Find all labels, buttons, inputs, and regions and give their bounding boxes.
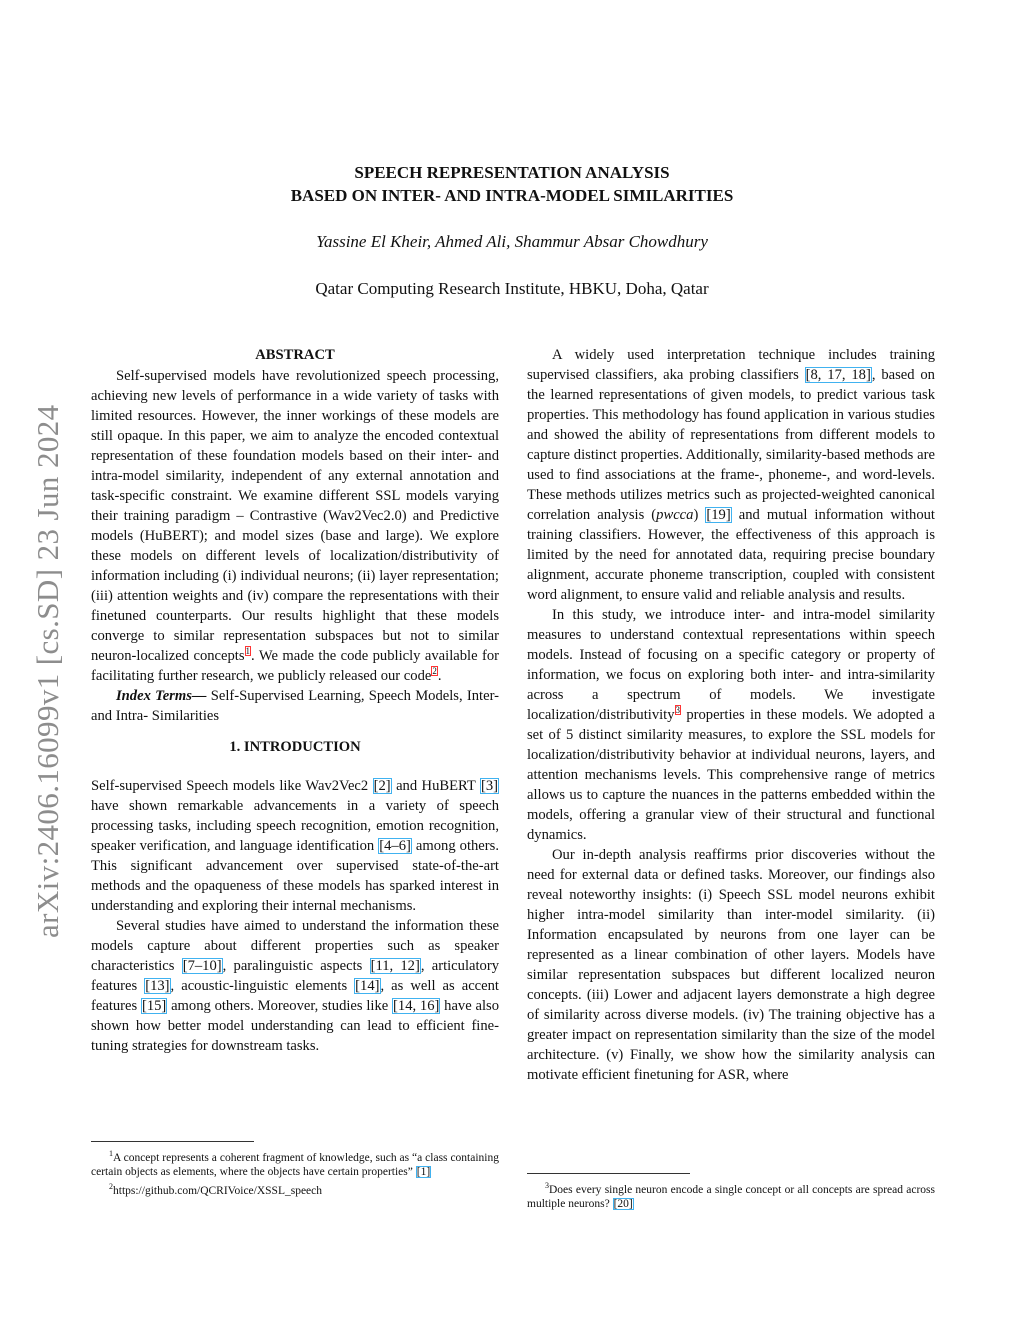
- citation[interactable]: [13]: [145, 978, 170, 994]
- introduction-heading: 1. INTRODUCTION: [229, 739, 361, 755]
- citation[interactable]: [15]: [141, 998, 167, 1014]
- footnote-number: 1: [109, 1149, 113, 1158]
- footnote-2: [91, 1180, 499, 1198]
- text: , based on the learned representations of given models, to predict various task properties. This methodology has found application in various studies and showed the ability of representations from different models to capture distinct properties. Additionally, similarity-based methods are used to find associations at the frame-, phoneme-, and word-levels. These methods utilizes metrics such as projected-weighted canonical correlation analysis (: [527, 367, 935, 523]
- citation[interactable]: [11, 12]: [370, 958, 420, 974]
- intro-paragraph-5: Our in-depth analysis reaffirms prior discoveries without the need for external data or defined tasks. Moreover, our findings also reveal noteworthy insights: (i) Speech SSL model neurons exhibit higher intra-model similarity than inter-model similarity. (ii) Information encapsulated by neurons from one layer can be represented as a linear combination of other layers. Models have similar representation subspaces but different localized neuron concepts. (iii) Lower and adjacent layers demonstrate a high degree of similarity across diverse models. (iv) The training objective has a greater impact on representation similarity than the size of the model architecture. (v) Finally, we show how the similarity analysis can motivate efficient finetuning for ASR, where: [527, 847, 935, 1083]
- text: , acoustic-linguistic elements: [170, 978, 355, 994]
- paper-affiliation: Qatar Computing Research Institute, HBKU, Doha, Qatar: [315, 279, 709, 298]
- footnote-number: 3: [545, 1181, 549, 1190]
- left-column: [91, 345, 499, 1056]
- text: Self-supervised Speech models like Wav2Vec2: [91, 778, 373, 794]
- citation[interactable]: [20]: [613, 1198, 633, 1211]
- intro-paragraph-2: [91, 916, 499, 1056]
- footnote-text: A concept represents a coherent fragment of knowledge, such as “a class containing certain objects as elements, where the objects have certain properties”: [91, 1151, 499, 1179]
- abstract-text-a: Self-supervised models have revolutionized speech processing, achieving new levels of performance in a wide variety of tasks with limited resources. However, the inner workings of these models are still opaque. In this paper, we aim to analyze the encoded contextual representation of these foundation models based on their inter- and intra-model similarity, independent of any external annotation and task-specific constraint. We examine different SSL models varying their training paradigm – Contrastive (Wav2Vec2.0) and Predictive models (HuBERT); and model sizes (base and large). We explore these models on different levels of localization/distributivity of information including (i) individual neurons; (ii) layer representation; (iii) attention weights and (iv) compare the representations with their finetuned counterparts. Our results highlight that these models converge to similar representation subspaces but not to similar neuron-localized concepts: [91, 368, 499, 664]
- text: , as well as accent features: [91, 978, 499, 1014]
- footnote-ref-2[interactable]: 2: [432, 666, 437, 677]
- footnote-ref-1[interactable]: 1: [245, 646, 251, 657]
- text: , paralinguistic aspects: [222, 958, 370, 974]
- arxiv-side-stamp: arXiv:2406.16099v1 [cs.SD] 23 Jun 2024: [30, 404, 65, 938]
- index-terms-label: Index Terms—: [116, 688, 207, 704]
- index-terms-text: Self-Supervised Learning, Speech Models, Inter- and Intra- Similarities: [91, 688, 499, 724]
- paper-title-line-1: SPEECH REPRESENTATION ANALYSIS: [354, 163, 670, 182]
- citation[interactable]: [1]: [416, 1166, 431, 1179]
- footnote-ref-3[interactable]: 3: [675, 705, 681, 716]
- citation[interactable]: [7–10]: [182, 958, 222, 974]
- text: among others. This significant advancement over supervised state-of-the-art methods and the opaqueness of these models has sparked interest in understanding and exploring their internal mechanisms.: [91, 838, 499, 914]
- index-terms: [91, 686, 499, 726]
- abstract-text-b: . We made the code publicly available for facilitating further research, we publicly released our code: [91, 648, 500, 684]
- text: and HuBERT: [391, 778, 480, 794]
- citation[interactable]: [3]: [480, 778, 498, 794]
- left-footnotes: [91, 1141, 499, 1198]
- citation[interactable]: [14]: [355, 978, 380, 994]
- paper-authors: Yassine El Kheir, Ahmed Ali, Shammur Absar Chowdhury: [316, 232, 708, 251]
- footnote-1: [91, 1147, 499, 1180]
- footnote-text: Does every single neuron encode a single concept or all concepts are spread across multiple neurons?: [527, 1183, 935, 1211]
- text: ): [693, 507, 706, 523]
- citation[interactable]: [8, 17, 18]: [805, 367, 871, 383]
- abstract-text-c: .: [437, 668, 442, 684]
- right-footnotes: [527, 1173, 935, 1212]
- intro-paragraph-4: [527, 605, 935, 845]
- text: have shown remarkable advancements in a variety of speech processing tasks, including speech recognition, emotion recognition, speaker verification, and language identification: [91, 798, 499, 854]
- citation[interactable]: [2]: [373, 778, 391, 794]
- text: and mutual information without training classifiers. However, the effectiveness of this approach is limited by the need for annotated data, requiring precise boundary alignment, accurate phoneme transcription, coupled with consistent word alignment, to ensure valid and reliable analysis and results.: [527, 507, 935, 603]
- citation[interactable]: [4–6]: [379, 838, 411, 854]
- right-column: [527, 345, 935, 1085]
- text: In this study, we introduce inter- and intra-model similarity measures to understand contextual representations within speech models. Instead of focusing on a specific category or property of information, we focus on exploring both inter- and intra-similarity across a spectrum of models. We investigate localization/distributivity: [527, 607, 935, 723]
- paper-title-line-2: BASED ON INTER- AND INTRA-MODEL SIMILARITIES: [290, 186, 734, 205]
- intro-paragraph-3: [527, 345, 935, 605]
- footnote-3: [527, 1179, 935, 1212]
- footnote-number: 2: [109, 1181, 113, 1191]
- text: properties in these models. We adopted a set of 5 distinct similarity measures, to explore the SSL models for localization/distributivity behavior at individual neurons, layers, and attention mechanisms levels. This comprehensive range of metrics allows us to capture the nuances in the patterns embedded within the models, offering a granular view of their structural and functional dynamics.: [527, 707, 935, 843]
- intro-paragraph-1: [91, 776, 499, 916]
- citation[interactable]: [19]: [706, 507, 731, 523]
- text: among others. Moreover, studies like: [167, 998, 393, 1014]
- text: , articulatory features: [91, 958, 499, 994]
- math-pwcca: pwcca: [656, 507, 694, 523]
- code-link[interactable]: https://github.com/QCRIVoice/XSSL_speech: [113, 1184, 323, 1197]
- abstract-heading: ABSTRACT: [255, 347, 335, 363]
- footnote-rule: [527, 1173, 690, 1174]
- footnote-rule: [91, 1141, 254, 1142]
- text: Several studies have aimed to understand the information these models capture about different properties such as speaker characteristics: [91, 918, 499, 974]
- abstract-paragraph: [91, 366, 499, 686]
- citation[interactable]: [14, 16]: [393, 998, 440, 1014]
- text: have also shown how better model understanding can lead to efficient fine-tuning strategies for downstream tasks.: [91, 998, 499, 1054]
- text: A widely used interpretation technique includes training supervised classifiers, aka probing classifiers: [527, 347, 935, 383]
